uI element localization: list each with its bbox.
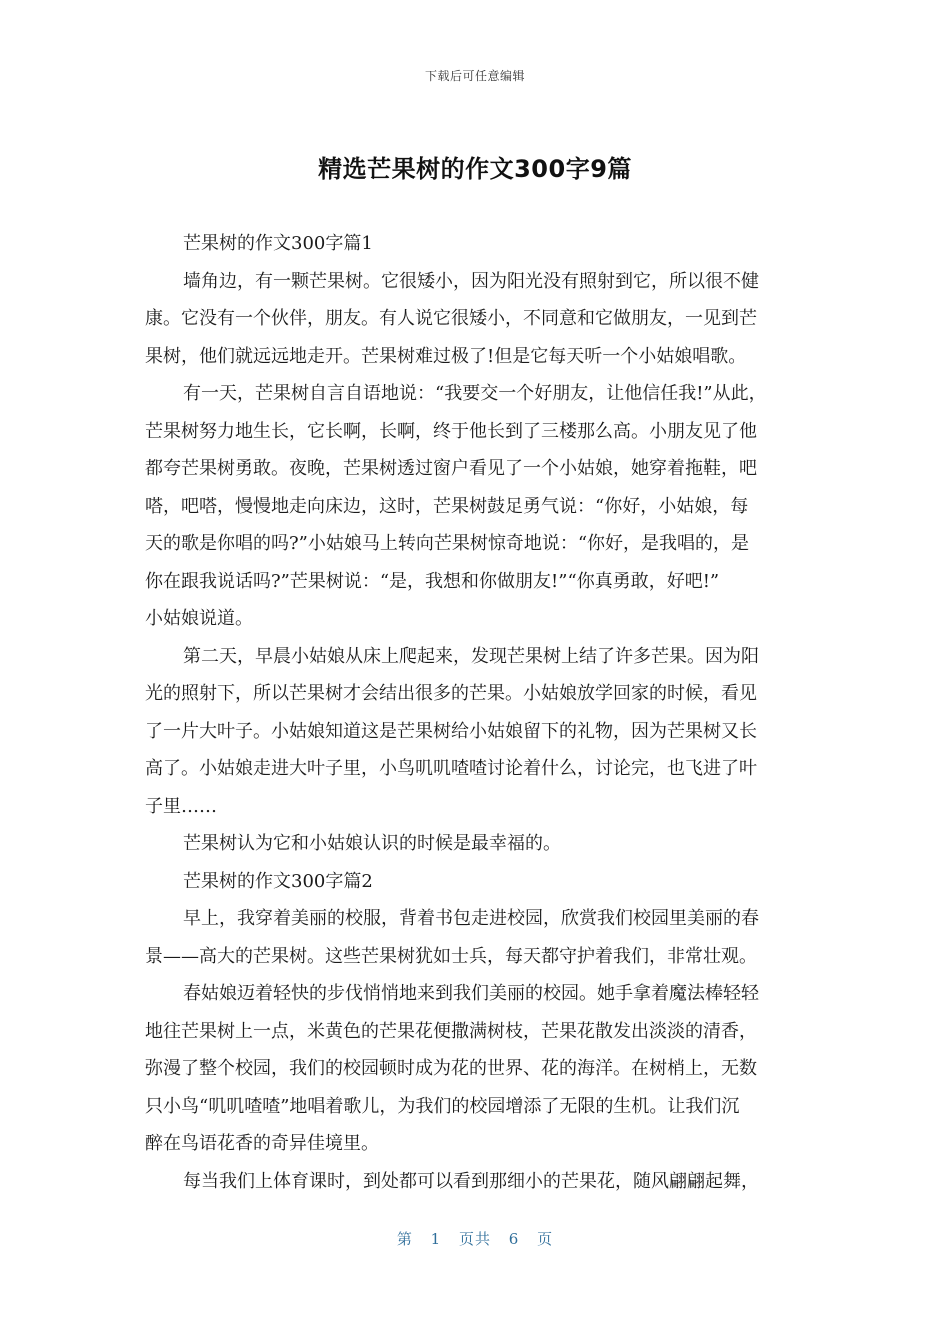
text-line: 春姑娘迈着轻快的步伐悄悄地来到我们美丽的校园。她手拿着魔法棒轻轻: [183, 983, 759, 1004]
text-line: 早上，我穿着美丽的校服，背着书包走进校园，欣赏我们校园里美丽的春: [183, 908, 759, 929]
text-line: 果树，他们就远远地走开。芒果树难过极了!但是它每天听一个小姑娘唱歌。: [145, 345, 747, 367]
document-body: [145, 225, 817, 1200]
text-line: 芒果树努力地生长，它长啊，长啊，终于他长到了三楼那么高。小朋友见了他: [145, 420, 757, 442]
document-title: 精选芒果树的作文300字9篇: [318, 155, 632, 183]
text-line: 每当我们上体育课时，到处都可以看到那细小的芒果花，随风翩翩起舞，: [183, 1170, 759, 1192]
text-line: 天的歌是你唱的吗?”小姑娘马上转向芒果树惊奇地说：“你好，是我唱的，是: [145, 533, 750, 554]
text-line: 芒果树的作文300字篇2: [183, 870, 373, 892]
text-line: 高了。小姑娘走进大叶子里，小鸟叽叽喳喳讨论着什么，讨论完，也飞进了叶: [145, 758, 757, 779]
text-line: 嗒，吧嗒，慢慢地走向床边，这时，芒果树鼓足勇气说：“你好，小姑娘，每: [145, 495, 749, 517]
text-line: 醉在鸟语花香的奇异佳境里。: [145, 1133, 379, 1154]
text-line: 芒果树认为它和小姑娘认识的时候是最幸福的。: [183, 833, 561, 854]
text-line: 有一天，芒果树自言自语地说：“我要交一个好朋友，让他信任我!”从此，: [183, 383, 767, 404]
text-line: 都夸芒果树勇敢。夜晚，芒果树透过窗户看见了一个小姑娘，她穿着拖鞋，吧: [145, 458, 757, 479]
text-line: 景——高大的芒果树。这些芒果树犹如士兵，每天都守护着我们，非常壮观。: [145, 945, 757, 967]
text-line: 你在跟我说话吗?”芒果树说：“是，我想和你做朋友!”“你真勇敢，好吧!”: [145, 570, 720, 592]
text-line: 康。它没有一个伙伴，朋友。有人说它很矮小，不同意和它做朋友，一见到芒: [145, 308, 757, 329]
text-line: 弥漫了整个校园，我们的校园顿时成为花的世界、花的海洋。在树梢上，无数: [145, 1058, 757, 1079]
text-line: 小姑娘说道。: [145, 608, 253, 629]
text-line: 只小鸟“叽叽喳喳”地唱着歌儿，为我们的校园增添了无限的生机。让我们沉: [145, 1095, 740, 1117]
text-line: 光的照射下，所以芒果树才会结出很多的芒果。小姑娘放学回家的时候，看见: [145, 683, 757, 704]
text-line: 了一片大叶子。小姑娘知道这是芒果树给小姑娘留下的礼物，因为芒果树又长: [145, 720, 757, 742]
header-note: 下载后可任意编辑: [424, 69, 525, 83]
text-line: 子里……: [145, 795, 217, 817]
page-footer: 第 1 页共 6 页: [396, 1230, 554, 1248]
text-line: 墙角边，有一颗芒果树。它很矮小，因为阳光没有照射到它，所以很不健: [183, 270, 759, 292]
text-line: 第二天，早晨小姑娘从床上爬起来，发现芒果树上结了许多芒果。因为阳: [183, 645, 759, 667]
text-line: 芒果树的作文300字篇1: [183, 233, 373, 254]
text-line: 地往芒果树上一点，米黄色的芒果花便撒满树枝，芒果花散发出淡淡的清香，: [145, 1020, 757, 1042]
